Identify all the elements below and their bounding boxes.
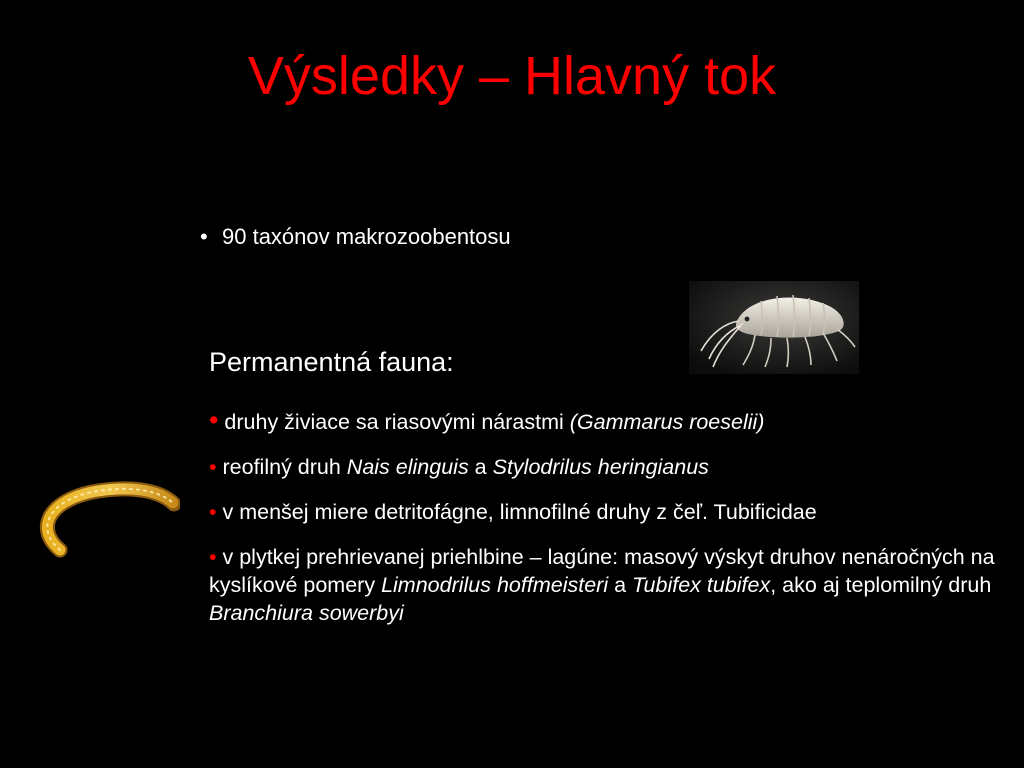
bullet-marker: •	[209, 405, 219, 435]
fauna-bullet	[209, 543, 1017, 627]
bullet-text: v menšej miere detritofágne, limnofilné druhy z čeľ. Tubificidae	[216, 500, 817, 524]
species-name: Tubifex tubifex	[632, 573, 771, 597]
bullet-marker: •	[200, 224, 208, 249]
bullet-text: a	[468, 455, 493, 479]
fauna-bullet	[209, 406, 1017, 436]
species-name: Stylodrilus heringianus	[492, 455, 709, 479]
amphipod-photo	[689, 281, 859, 374]
bullet-marker: •	[209, 545, 217, 569]
bullet-marker: •	[209, 500, 217, 524]
species-name: Limnodrilus hoffmeisteri	[381, 573, 609, 597]
bullet-text: druhy živiace sa riasovými nárastmi	[218, 410, 570, 434]
fauna-bullet	[209, 498, 1017, 526]
top-bullet-text: 90 taxónov makrozoobentosu	[222, 224, 511, 249]
oligochaete-worm-photo	[30, 478, 180, 558]
bullet-text: , ako aj teplomilný druh	[770, 573, 992, 597]
bullet-text: v plytkej prehrievanej priehlbine – lagúne: masový výskyt druhov nenáročných na kyslíkové pomery	[209, 545, 995, 597]
slide-title: Výsledky – Hlavný tok	[247, 46, 777, 106]
bullet-marker: •	[209, 455, 217, 479]
species-name: (Gammarus roeselii)	[569, 410, 765, 434]
fauna-bullet-list	[209, 406, 1017, 644]
bullet-text: reofilný druh	[216, 455, 347, 479]
section-heading: Permanentná fauna:	[209, 347, 454, 377]
fauna-bullet	[209, 453, 1017, 481]
species-name: Branchiura sowerbyi	[209, 601, 404, 625]
bullet-text: a	[608, 573, 632, 597]
species-name: Nais elinguis	[346, 455, 469, 479]
top-bullet	[200, 222, 511, 252]
